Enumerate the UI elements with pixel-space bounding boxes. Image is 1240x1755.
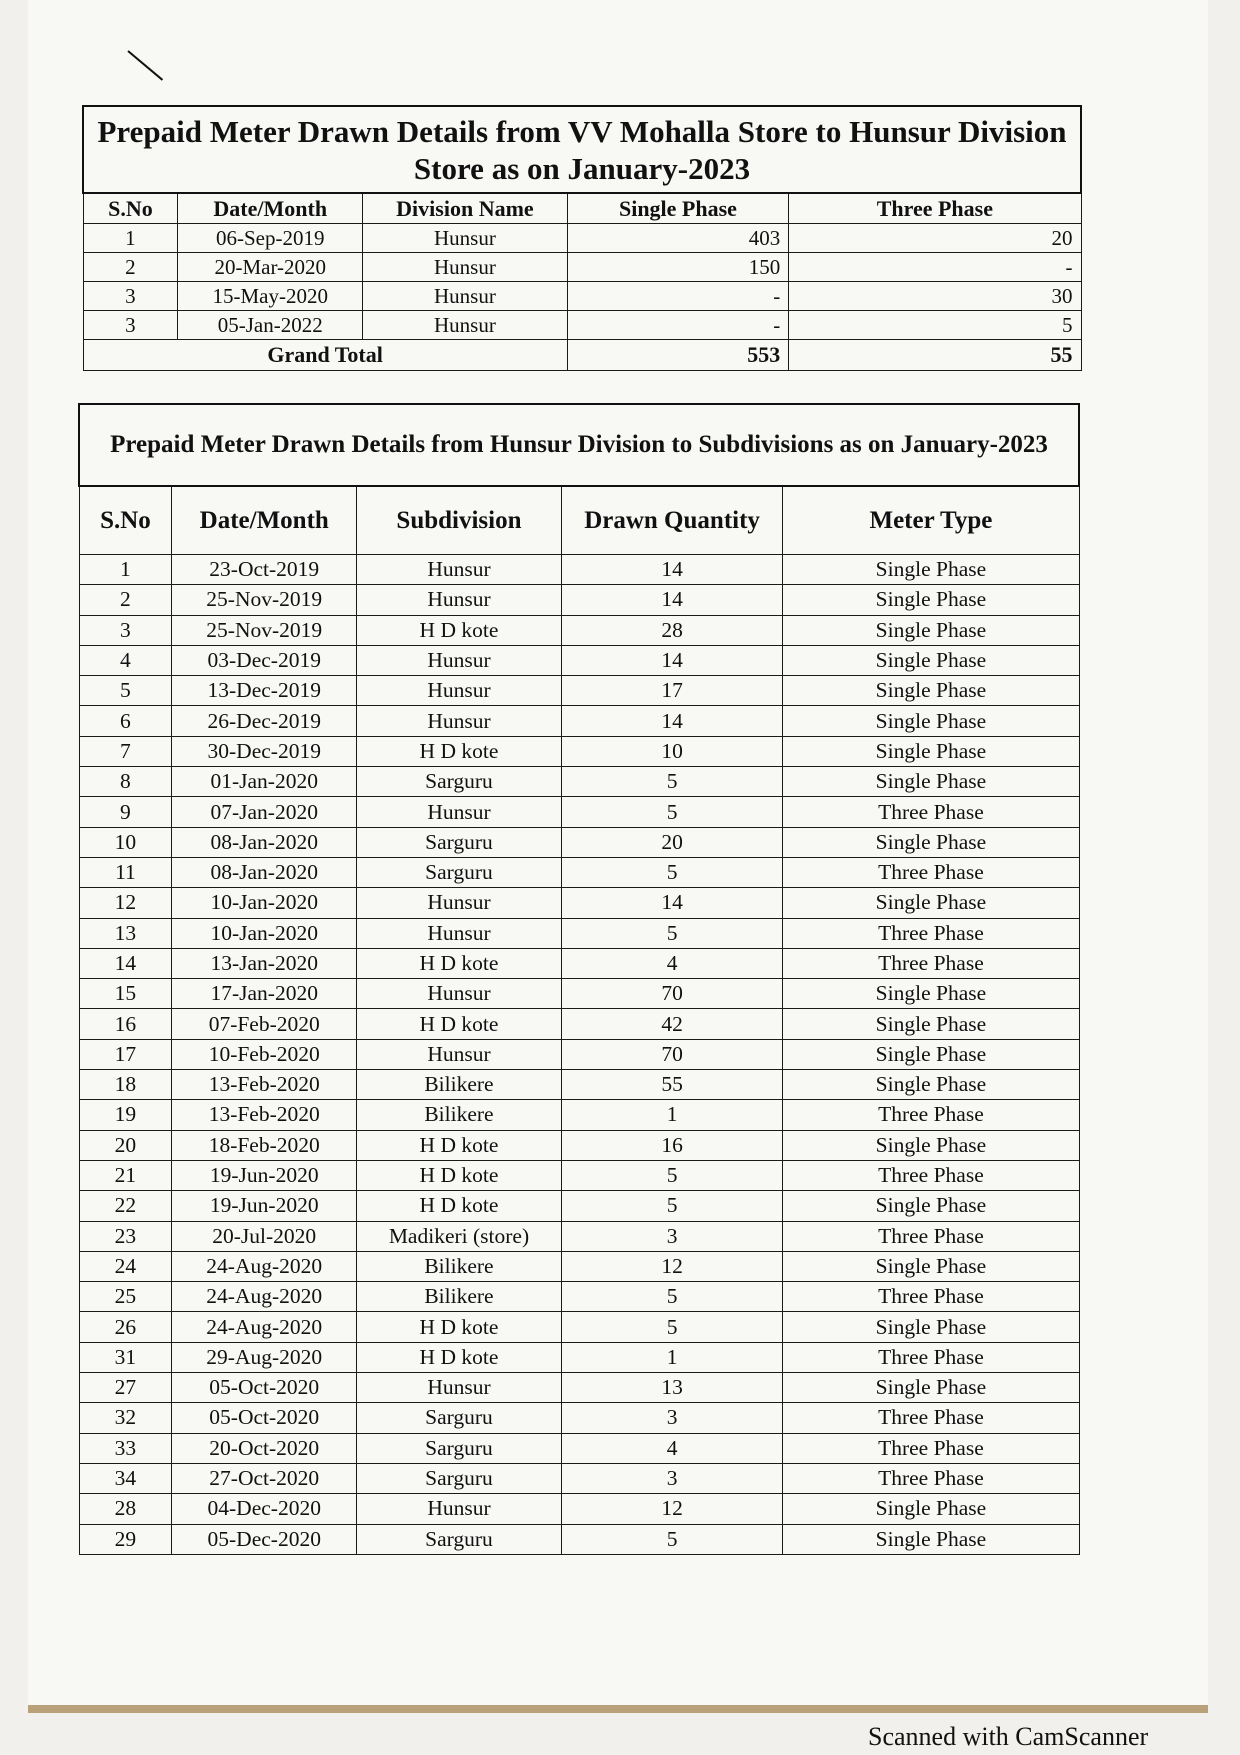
table2-cell-sno: 33 bbox=[79, 1433, 172, 1463]
table2-row bbox=[79, 1494, 1079, 1524]
table2-cell-sno: 10 bbox=[79, 827, 172, 857]
table2-row bbox=[79, 1373, 1079, 1403]
table2-cell-type: Single Phase bbox=[783, 706, 1079, 736]
table1-cell-sno: 1 bbox=[83, 224, 178, 253]
table2-cell-sno: 25 bbox=[79, 1282, 172, 1312]
table2-row bbox=[79, 1100, 1079, 1130]
table2-cell-qty: 3 bbox=[561, 1221, 783, 1251]
table2-row bbox=[79, 797, 1079, 827]
table2-cell-date: 25-Nov-2019 bbox=[172, 615, 357, 645]
table2-cell-date: 19-Jun-2020 bbox=[172, 1191, 357, 1221]
table1-header-date: Date/Month bbox=[178, 193, 363, 224]
table2-cell-date: 19-Jun-2020 bbox=[172, 1160, 357, 1190]
table2-cell-type: Single Phase bbox=[783, 1312, 1079, 1342]
table2-cell-sno: 13 bbox=[79, 918, 172, 948]
table2-cell-date: 10-Jan-2020 bbox=[172, 918, 357, 948]
table2-cell-sno: 28 bbox=[79, 1494, 172, 1524]
grand-total-label: Grand Total bbox=[83, 340, 567, 371]
table2-cell-date: 10-Jan-2020 bbox=[172, 888, 357, 918]
table2-cell-type: Single Phase bbox=[783, 676, 1079, 706]
table2-cell-qty: 17 bbox=[561, 676, 783, 706]
table2-cell-type: Single Phase bbox=[783, 585, 1079, 615]
table2-cell-date: 30-Dec-2019 bbox=[172, 736, 357, 766]
table2-cell-sno: 15 bbox=[79, 979, 172, 1009]
table2-cell-subdivision: Hunsur bbox=[357, 797, 562, 827]
table2-cell-subdivision: Hunsur bbox=[357, 1039, 562, 1069]
table2-row bbox=[79, 827, 1079, 857]
table2-cell-subdivision: Hunsur bbox=[357, 585, 562, 615]
table2-cell-type: Single Phase bbox=[783, 555, 1079, 585]
table2-cell-sno: 6 bbox=[79, 706, 172, 736]
table2-cell-qty: 70 bbox=[561, 979, 783, 1009]
table2-row bbox=[79, 979, 1079, 1009]
table2-cell-sno: 8 bbox=[79, 767, 172, 797]
table2-cell-qty: 5 bbox=[561, 797, 783, 827]
table2-cell-type: Single Phase bbox=[783, 767, 1079, 797]
table2-cell-subdivision: Bilikere bbox=[357, 1100, 562, 1130]
table2-cell-subdivision: Bilikere bbox=[357, 1070, 562, 1100]
table2-cell-qty: 5 bbox=[561, 767, 783, 797]
table2-cell-qty: 13 bbox=[561, 1373, 783, 1403]
table2-cell-subdivision: H D kote bbox=[357, 948, 562, 978]
table2-cell-date: 08-Jan-2020 bbox=[172, 827, 357, 857]
table2-row bbox=[79, 1251, 1079, 1281]
table2-row bbox=[79, 1039, 1079, 1069]
table2-cell-qty: 70 bbox=[561, 1039, 783, 1069]
table2-cell-type: Single Phase bbox=[783, 1009, 1079, 1039]
table2-cell-qty: 16 bbox=[561, 1130, 783, 1160]
table2-cell-qty: 5 bbox=[561, 1282, 783, 1312]
table2-cell-subdivision: H D kote bbox=[357, 1191, 562, 1221]
table1-cell-three: 20 bbox=[789, 224, 1081, 253]
table2-cell-sno: 18 bbox=[79, 1070, 172, 1100]
table2-cell-type: Three Phase bbox=[783, 857, 1079, 887]
table2-cell-sno: 11 bbox=[79, 857, 172, 887]
table2-cell-type: Three Phase bbox=[783, 948, 1079, 978]
table2-cell-qty: 14 bbox=[561, 555, 783, 585]
table2-cell-qty: 1 bbox=[561, 1100, 783, 1130]
table2-cell-type: Three Phase bbox=[783, 1463, 1079, 1493]
table1-cell-three: 30 bbox=[789, 282, 1081, 311]
table2-cell-type: Single Phase bbox=[783, 1373, 1079, 1403]
table2-row bbox=[79, 1524, 1079, 1554]
table2-cell-subdivision: H D kote bbox=[357, 1342, 562, 1372]
table2-cell-subdivision: Madikeri (store) bbox=[357, 1221, 562, 1251]
table2-row bbox=[79, 585, 1079, 615]
table2-cell-qty: 4 bbox=[561, 1433, 783, 1463]
table2-cell-type: Single Phase bbox=[783, 1130, 1079, 1160]
table2-cell-type: Single Phase bbox=[783, 888, 1079, 918]
table2-cell-subdivision: H D kote bbox=[357, 1009, 562, 1039]
table2-row bbox=[79, 1282, 1079, 1312]
table1-cell-division: Hunsur bbox=[363, 311, 568, 340]
table2-cell-type: Single Phase bbox=[783, 1191, 1079, 1221]
table2-cell-subdivision: Hunsur bbox=[357, 1494, 562, 1524]
table2-cell-date: 29-Aug-2020 bbox=[172, 1342, 357, 1372]
table1-cell-single: 150 bbox=[567, 253, 788, 282]
table2-cell-subdivision: Hunsur bbox=[357, 979, 562, 1009]
table2-cell-subdivision: Hunsur bbox=[357, 676, 562, 706]
table2-cell-subdivision: H D kote bbox=[357, 1312, 562, 1342]
grand-total-three: 55 bbox=[789, 340, 1081, 371]
table2-cell-date: 03-Dec-2019 bbox=[172, 645, 357, 675]
table2-cell-subdivision: Bilikere bbox=[357, 1282, 562, 1312]
table1-row bbox=[83, 253, 1081, 282]
table2-cell-type: Single Phase bbox=[783, 1039, 1079, 1069]
table2-header-type: Meter Type bbox=[783, 486, 1079, 555]
table2-cell-sno: 32 bbox=[79, 1403, 172, 1433]
table2-cell-qty: 3 bbox=[561, 1463, 783, 1493]
table1-row bbox=[83, 311, 1081, 340]
grand-total-single: 553 bbox=[567, 340, 788, 371]
table2-cell-qty: 14 bbox=[561, 706, 783, 736]
table1-cell-three: - bbox=[789, 253, 1081, 282]
table2-cell-subdivision: Sarguru bbox=[357, 1524, 562, 1554]
table2-row bbox=[79, 615, 1079, 645]
table2-row bbox=[79, 645, 1079, 675]
table2-cell-sno: 20 bbox=[79, 1130, 172, 1160]
table2-row bbox=[79, 1463, 1079, 1493]
table1-cell-three: 5 bbox=[789, 311, 1081, 340]
table1-cell-sno: 2 bbox=[83, 253, 178, 282]
table2-row bbox=[79, 1403, 1079, 1433]
table2-cell-subdivision: Hunsur bbox=[357, 645, 562, 675]
table2-cell-date: 23-Oct-2019 bbox=[172, 555, 357, 585]
table2-cell-qty: 4 bbox=[561, 948, 783, 978]
table2-cell-qty: 28 bbox=[561, 615, 783, 645]
table2-cell-type: Three Phase bbox=[783, 1100, 1079, 1130]
table2-row bbox=[79, 1130, 1079, 1160]
table2-cell-date: 05-Dec-2020 bbox=[172, 1524, 357, 1554]
table2-cell-subdivision: Sarguru bbox=[357, 1463, 562, 1493]
table2-cell-type: Single Phase bbox=[783, 736, 1079, 766]
table1-cell-sno: 3 bbox=[83, 282, 178, 311]
table1-cell-sno: 3 bbox=[83, 311, 178, 340]
table1-cell-single: - bbox=[567, 282, 788, 311]
table2-cell-subdivision: Sarguru bbox=[357, 1433, 562, 1463]
table2-cell-type: Three Phase bbox=[783, 1221, 1079, 1251]
table1-header-single: Single Phase bbox=[567, 193, 788, 224]
table2-cell-sno: 2 bbox=[79, 585, 172, 615]
table2-cell-subdivision: Hunsur bbox=[357, 918, 562, 948]
table2-cell-sno: 17 bbox=[79, 1039, 172, 1069]
table2-cell-subdivision: Sarguru bbox=[357, 1403, 562, 1433]
table1-row bbox=[83, 282, 1081, 311]
table2-cell-date: 13-Jan-2020 bbox=[172, 948, 357, 978]
table2-header-date: Date/Month bbox=[172, 486, 357, 555]
table2-cell-date: 07-Feb-2020 bbox=[172, 1009, 357, 1039]
table2-cell-date: 24-Aug-2020 bbox=[172, 1282, 357, 1312]
table2-cell-date: 13-Feb-2020 bbox=[172, 1100, 357, 1130]
table2-cell-date: 27-Oct-2020 bbox=[172, 1463, 357, 1493]
table2-cell-date: 05-Oct-2020 bbox=[172, 1403, 357, 1433]
table2-cell-date: 13-Dec-2019 bbox=[172, 676, 357, 706]
table2-cell-qty: 5 bbox=[561, 1160, 783, 1190]
table2-cell-type: Single Phase bbox=[783, 1070, 1079, 1100]
table2-row bbox=[79, 1009, 1079, 1039]
table2-cell-qty: 5 bbox=[561, 1191, 783, 1221]
table2-cell-qty: 5 bbox=[561, 918, 783, 948]
table1-cell-single: 403 bbox=[567, 224, 788, 253]
table2-cell-type: Three Phase bbox=[783, 1282, 1079, 1312]
table2-cell-date: 08-Jan-2020 bbox=[172, 857, 357, 887]
table2-cell-qty: 3 bbox=[561, 1403, 783, 1433]
table2-header-subdivision: Subdivision bbox=[357, 486, 562, 555]
table2-cell-qty: 14 bbox=[561, 585, 783, 615]
table2-cell-sno: 24 bbox=[79, 1251, 172, 1281]
table2-cell-sno: 29 bbox=[79, 1524, 172, 1554]
table2-row bbox=[79, 706, 1079, 736]
table2-cell-type: Single Phase bbox=[783, 1494, 1079, 1524]
table2-cell-subdivision: Bilikere bbox=[357, 1251, 562, 1281]
table2-row bbox=[79, 888, 1079, 918]
table2-cell-sno: 7 bbox=[79, 736, 172, 766]
table1-header-sno: S.No bbox=[83, 193, 178, 224]
table2-row bbox=[79, 555, 1079, 585]
grand-total-row bbox=[83, 340, 1081, 371]
store-drawn-table bbox=[82, 105, 1082, 371]
table2-cell-type: Three Phase bbox=[783, 1342, 1079, 1372]
table2-cell-date: 05-Oct-2020 bbox=[172, 1373, 357, 1403]
table2-cell-sno: 3 bbox=[79, 615, 172, 645]
table2-cell-sno: 5 bbox=[79, 676, 172, 706]
table2-cell-subdivision: H D kote bbox=[357, 1160, 562, 1190]
table2-cell-type: Single Phase bbox=[783, 827, 1079, 857]
table2-cell-subdivision: H D kote bbox=[357, 615, 562, 645]
table2-cell-qty: 14 bbox=[561, 888, 783, 918]
table2-cell-qty: 5 bbox=[561, 857, 783, 887]
table1-header-division: Division Name bbox=[363, 193, 568, 224]
table1-cell-division: Hunsur bbox=[363, 282, 568, 311]
table2-row bbox=[79, 948, 1079, 978]
table2-row bbox=[79, 1433, 1079, 1463]
table2-row bbox=[79, 1342, 1079, 1372]
table2-row bbox=[79, 676, 1079, 706]
scanner-watermark: Scanned with CamScanner bbox=[868, 1722, 1149, 1751]
table2-cell-sno: 12 bbox=[79, 888, 172, 918]
table2-row bbox=[79, 1191, 1079, 1221]
table1-title: Prepaid Meter Drawn Details from VV Mohalla Store to Hunsur Division Store as on January-2023 bbox=[83, 106, 1081, 193]
table2-cell-type: Three Phase bbox=[783, 1433, 1079, 1463]
table1-cell-date: 15-May-2020 bbox=[178, 282, 363, 311]
table2-cell-sno: 1 bbox=[79, 555, 172, 585]
table2-cell-date: 01-Jan-2020 bbox=[172, 767, 357, 797]
table2-cell-date: 07-Jan-2020 bbox=[172, 797, 357, 827]
table2-header-qty: Drawn Quantity bbox=[561, 486, 783, 555]
table2-cell-sno: 34 bbox=[79, 1463, 172, 1493]
table2-title: Prepaid Meter Drawn Details from Hunsur Division to Subdivisions as on January-2023 bbox=[79, 404, 1079, 486]
table2-cell-date: 24-Aug-2020 bbox=[172, 1312, 357, 1342]
table2-cell-subdivision: Sarguru bbox=[357, 827, 562, 857]
table2-row bbox=[79, 1312, 1079, 1342]
table2-cell-date: 24-Aug-2020 bbox=[172, 1251, 357, 1281]
table2-cell-sno: 14 bbox=[79, 948, 172, 978]
table1-cell-single: - bbox=[567, 311, 788, 340]
table2-cell-sno: 31 bbox=[79, 1342, 172, 1372]
table2-cell-sno: 22 bbox=[79, 1191, 172, 1221]
table2-cell-type: Three Phase bbox=[783, 1160, 1079, 1190]
table1-cell-date: 06-Sep-2019 bbox=[178, 224, 363, 253]
table2-cell-type: Three Phase bbox=[783, 918, 1079, 948]
table2-cell-qty: 12 bbox=[561, 1494, 783, 1524]
table2-cell-qty: 5 bbox=[561, 1524, 783, 1554]
table2-cell-sno: 4 bbox=[79, 645, 172, 675]
table2-cell-subdivision: Sarguru bbox=[357, 767, 562, 797]
table2-cell-date: 26-Dec-2019 bbox=[172, 706, 357, 736]
table2-row bbox=[79, 918, 1079, 948]
table2-row bbox=[79, 1221, 1079, 1251]
table2-cell-subdivision: H D kote bbox=[357, 736, 562, 766]
table2-row bbox=[79, 857, 1079, 887]
table2-cell-date: 17-Jan-2020 bbox=[172, 979, 357, 1009]
table2-cell-subdivision: Hunsur bbox=[357, 555, 562, 585]
table1-cell-division: Hunsur bbox=[363, 224, 568, 253]
table1-cell-division: Hunsur bbox=[363, 253, 568, 282]
table2-cell-date: 13-Feb-2020 bbox=[172, 1070, 357, 1100]
table2-cell-type: Three Phase bbox=[783, 797, 1079, 827]
table2-cell-subdivision: H D kote bbox=[357, 1130, 562, 1160]
table1-cell-date: 05-Jan-2022 bbox=[178, 311, 363, 340]
table2-cell-sno: 21 bbox=[79, 1160, 172, 1190]
table2-cell-type: Single Phase bbox=[783, 979, 1079, 1009]
table2-cell-qty: 14 bbox=[561, 645, 783, 675]
table2-cell-type: Single Phase bbox=[783, 1251, 1079, 1281]
table2-cell-sno: 19 bbox=[79, 1100, 172, 1130]
table2-cell-qty: 10 bbox=[561, 736, 783, 766]
table2-cell-type: Single Phase bbox=[783, 1524, 1079, 1554]
table2-cell-date: 20-Oct-2020 bbox=[172, 1433, 357, 1463]
table2-cell-qty: 55 bbox=[561, 1070, 783, 1100]
table2-cell-subdivision: Hunsur bbox=[357, 888, 562, 918]
table2-cell-subdivision: Hunsur bbox=[357, 706, 562, 736]
table2-cell-date: 18-Feb-2020 bbox=[172, 1130, 357, 1160]
table2-cell-sno: 9 bbox=[79, 797, 172, 827]
table2-cell-subdivision: Hunsur bbox=[357, 1373, 562, 1403]
table2-cell-sno: 16 bbox=[79, 1009, 172, 1039]
table2-row bbox=[79, 767, 1079, 797]
table2-cell-date: 20-Jul-2020 bbox=[172, 1221, 357, 1251]
table2-cell-date: 10-Feb-2020 bbox=[172, 1039, 357, 1069]
table2-cell-qty: 12 bbox=[561, 1251, 783, 1281]
table2-header-sno: S.No bbox=[79, 486, 172, 555]
table2-cell-sno: 27 bbox=[79, 1373, 172, 1403]
table2-cell-date: 25-Nov-2019 bbox=[172, 585, 357, 615]
table2-row bbox=[79, 1160, 1079, 1190]
subdivision-drawn-table bbox=[78, 403, 1080, 1555]
table2-cell-type: Single Phase bbox=[783, 645, 1079, 675]
table2-row bbox=[79, 736, 1079, 766]
table1-row bbox=[83, 224, 1081, 253]
table2-cell-type: Three Phase bbox=[783, 1403, 1079, 1433]
table2-cell-qty: 5 bbox=[561, 1312, 783, 1342]
table1-header-three: Three Phase bbox=[789, 193, 1081, 224]
table2-cell-type: Single Phase bbox=[783, 615, 1079, 645]
table2-row bbox=[79, 1070, 1079, 1100]
table2-cell-sno: 26 bbox=[79, 1312, 172, 1342]
table2-cell-qty: 1 bbox=[561, 1342, 783, 1372]
table2-cell-subdivision: Sarguru bbox=[357, 857, 562, 887]
table1-cell-date: 20-Mar-2020 bbox=[178, 253, 363, 282]
table2-cell-qty: 42 bbox=[561, 1009, 783, 1039]
pen-mark bbox=[127, 50, 163, 80]
table2-cell-sno: 23 bbox=[79, 1221, 172, 1251]
table2-cell-date: 04-Dec-2020 bbox=[172, 1494, 357, 1524]
table2-cell-qty: 20 bbox=[561, 827, 783, 857]
